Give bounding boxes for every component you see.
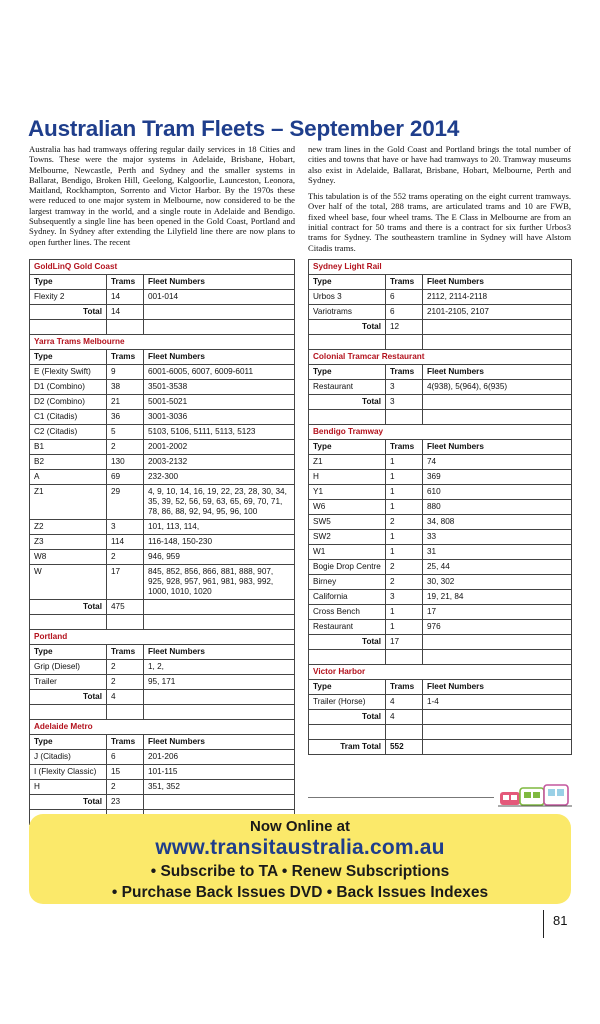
fleet-cell bbox=[144, 320, 294, 334]
type-cell: Total bbox=[30, 600, 107, 614]
fleet-cell bbox=[144, 795, 294, 809]
trams-cell: 2 bbox=[107, 675, 144, 689]
table-row bbox=[308, 485, 572, 500]
trams-cell bbox=[386, 650, 423, 664]
fleet-cell: Fleet Numbers bbox=[148, 737, 205, 746]
banner-url-link[interactable]: www.transitaustralia.com.au bbox=[155, 836, 445, 859]
type-cell: Urbos 3 bbox=[309, 290, 386, 304]
intro-paragraph: new tram lines in the Gold Coast and Portland brings the total number of cities and towns that have or have had tramways to 20. Tramway museums also exist in Adelaide, Ballarat, Brisbane, Hobart, Melbourne, Perth and Sydney. bbox=[308, 144, 571, 185]
table-row bbox=[308, 305, 572, 320]
type-cell: Total bbox=[309, 635, 386, 649]
trams-cell: 130 bbox=[107, 455, 144, 469]
trams-cell bbox=[107, 705, 144, 719]
fleet-cell: 3501-3538 bbox=[148, 382, 188, 391]
type-cell: Trailer bbox=[30, 675, 107, 689]
column-header-row bbox=[308, 365, 572, 380]
total-row bbox=[308, 395, 572, 410]
intro-text-left bbox=[29, 144, 295, 253]
table-row bbox=[29, 780, 295, 795]
table-row bbox=[29, 290, 295, 305]
table-row bbox=[29, 750, 295, 765]
fleet-cell: 19, 21, 84 bbox=[427, 592, 464, 601]
operator-name: Portland bbox=[34, 632, 68, 641]
fleet-cell: 946, 959 bbox=[148, 552, 180, 561]
fleet-cell: 33 bbox=[427, 532, 437, 541]
type-cell: W bbox=[30, 565, 107, 599]
type-cell: Type bbox=[309, 680, 386, 694]
spacer-row bbox=[29, 615, 295, 630]
fleet-cell: 2112, 2114-2118 bbox=[427, 292, 488, 301]
intro-paragraph: Australia has had tramways offering regular daily services in 18 Cities and Towns. These were the major systems in Adelaide, Brisbane, Hobart, Melbourne, Newcastle, Perth and Sydney and the smaller systems in Ballarat, Bendigo, Broken Hill, Geelong, Kalgoorlie, Launceston, Leonora, Maitland, Rockhampton, Sorrento and Victor Harbor. By the 1970s these were reduced to one major system in Melbourne, now considered to be the largest tramway in the world, and a single route in Adelaide and Bendigo. Subsequently a single line has been opened in the Gold Coast, Portland and Sydney. In Sydney after extending the Lilyfield line there are now plans to open further lines. The recent bbox=[29, 144, 295, 247]
table-row bbox=[29, 565, 295, 600]
type-cell: C2 (Citadis) bbox=[30, 425, 107, 439]
type-cell bbox=[30, 320, 107, 334]
table-row bbox=[308, 605, 572, 620]
fleet-cell: Fleet Numbers bbox=[427, 442, 484, 451]
type-cell: Type bbox=[30, 275, 107, 289]
fleet-cell bbox=[423, 635, 571, 649]
fleet-cell: 1, 2, bbox=[148, 662, 164, 671]
operator-name: Sydney Light Rail bbox=[313, 262, 382, 271]
trams-cell: 4 bbox=[107, 690, 144, 704]
table-row bbox=[308, 515, 572, 530]
divider-rule bbox=[308, 797, 494, 798]
table-row bbox=[308, 455, 572, 470]
type-cell: Variotrams bbox=[309, 305, 386, 319]
type-cell: Type bbox=[309, 365, 386, 379]
page-title: Australian Tram Fleets – September 2014 bbox=[28, 116, 460, 141]
trams-cell: 1 bbox=[386, 500, 423, 514]
type-cell: Z2 bbox=[30, 520, 107, 534]
type-cell: Total bbox=[30, 690, 107, 704]
total-row bbox=[29, 795, 295, 810]
fleet-tables-left bbox=[29, 259, 295, 825]
type-cell: Z3 bbox=[30, 535, 107, 549]
table-row bbox=[29, 455, 295, 470]
trams-cell: 1 bbox=[386, 620, 423, 634]
column-header-row bbox=[29, 350, 295, 365]
trams-cell: 21 bbox=[107, 395, 144, 409]
fleet-cell bbox=[144, 705, 294, 719]
type-cell: Total bbox=[30, 795, 107, 809]
type-cell: Restaurant bbox=[309, 380, 386, 394]
type-cell: Type bbox=[309, 440, 386, 454]
fleet-cell: 116-148, 150-230 bbox=[148, 537, 213, 546]
spacer-row bbox=[308, 725, 572, 740]
type-cell: Z1 bbox=[30, 485, 107, 519]
column-header-row bbox=[308, 440, 572, 455]
operator-name: Adelaide Metro bbox=[34, 722, 93, 731]
trams-cell bbox=[386, 335, 423, 349]
fleet-cell: 001-014 bbox=[148, 292, 179, 301]
fleet-cell: 201-206 bbox=[148, 752, 179, 761]
fleet-cell: 30, 302 bbox=[427, 577, 455, 586]
fleet-cell: 101, 113, 114, bbox=[148, 522, 200, 531]
trams-cell: 6 bbox=[386, 290, 423, 304]
type-cell: D1 (Combino) bbox=[30, 380, 107, 394]
spacer-row bbox=[308, 335, 572, 350]
trams-cell: 17 bbox=[107, 565, 144, 599]
type-cell: Y1 bbox=[309, 485, 386, 499]
table-row bbox=[29, 395, 295, 410]
type-cell: W8 bbox=[30, 550, 107, 564]
fleet-cell bbox=[423, 395, 571, 409]
table-row bbox=[29, 660, 295, 675]
trams-cell: Trams bbox=[386, 440, 423, 454]
operator-heading bbox=[308, 665, 572, 680]
fleet-cell: 5001-5021 bbox=[148, 397, 188, 406]
type-cell: W6 bbox=[309, 500, 386, 514]
operator-name: Colonial Tramcar Restaurant bbox=[313, 352, 425, 361]
fleet-cell bbox=[423, 650, 571, 664]
operator-heading bbox=[29, 335, 295, 350]
trams-cell: 2 bbox=[107, 440, 144, 454]
trams-cell: 1 bbox=[386, 545, 423, 559]
trams-cell: 3 bbox=[386, 590, 423, 604]
type-cell: Z1 bbox=[309, 455, 386, 469]
fleet-cell bbox=[423, 335, 571, 349]
trams-cell: 38 bbox=[107, 380, 144, 394]
total-row bbox=[29, 600, 295, 615]
table-row bbox=[29, 470, 295, 485]
column-header-row bbox=[29, 735, 295, 750]
trams-cell: 2 bbox=[386, 560, 423, 574]
total-row bbox=[308, 710, 572, 725]
total-row bbox=[29, 690, 295, 705]
operator-heading bbox=[308, 259, 572, 275]
trams-cell: 2 bbox=[107, 550, 144, 564]
trams-cell: 36 bbox=[107, 410, 144, 424]
type-cell: E (Flexity Swift) bbox=[30, 365, 107, 379]
fleet-cell: 17 bbox=[427, 607, 437, 616]
type-cell: California bbox=[309, 590, 386, 604]
type-cell: SW2 bbox=[309, 530, 386, 544]
table-row bbox=[29, 440, 295, 455]
fleet-cell: 2001-2002 bbox=[148, 442, 188, 451]
type-cell: W1 bbox=[309, 545, 386, 559]
subscription-banner bbox=[29, 814, 571, 904]
fleet-cell bbox=[423, 320, 571, 334]
spacer-row bbox=[308, 650, 572, 665]
total-row bbox=[308, 320, 572, 335]
trams-cell: 1 bbox=[386, 605, 423, 619]
type-cell: C1 (Citadis) bbox=[30, 410, 107, 424]
trams-cell: Trams bbox=[107, 645, 144, 659]
fleet-cell: 4, 9, 10, 14, 16, 19, 22, 23, 28, 30, 34, 35, 39, 52, 56, 59, 63, 65, 69, 70, 71, 78, 86, 88, 92, 94, 95, 96, 100 bbox=[148, 487, 287, 516]
type-cell: Trailer (Horse) bbox=[309, 695, 386, 709]
fleet-cell bbox=[423, 410, 571, 424]
type-cell: Bogie Drop Centre bbox=[309, 560, 386, 574]
table-row bbox=[308, 290, 572, 305]
trams-cell bbox=[107, 615, 144, 629]
type-cell: H bbox=[30, 780, 107, 794]
type-cell: J (Citadis) bbox=[30, 750, 107, 764]
type-cell: Total bbox=[309, 320, 386, 334]
fleet-cell: 5103, 5106, 5111, 5113, 5123 bbox=[148, 427, 256, 436]
table-row bbox=[29, 485, 295, 520]
trams-cell: 12 bbox=[386, 320, 423, 334]
table-row bbox=[308, 590, 572, 605]
fleet-cell: Fleet Numbers bbox=[427, 367, 484, 376]
page-number: 81 bbox=[553, 913, 568, 928]
fleet-cell: 31 bbox=[427, 547, 437, 556]
fleet-cell: Fleet Numbers bbox=[148, 647, 205, 656]
trams-cell: 14 bbox=[107, 290, 144, 304]
fleet-cell: 6001-6005, 6007, 6009-6011 bbox=[148, 367, 254, 376]
table-row bbox=[29, 365, 295, 380]
fleet-tables-right bbox=[308, 259, 572, 755]
table-row bbox=[29, 550, 295, 565]
trams-cell: 1 bbox=[386, 485, 423, 499]
fleet-cell: 25, 44 bbox=[427, 562, 450, 571]
type-cell: Flexity 2 bbox=[30, 290, 107, 304]
operator-heading bbox=[29, 259, 295, 275]
type-cell: Total bbox=[309, 395, 386, 409]
operator-heading bbox=[308, 425, 572, 440]
trams-cell: 2 bbox=[386, 515, 423, 529]
trams-cell: 3 bbox=[386, 380, 423, 394]
trams-cell: 4 bbox=[386, 695, 423, 709]
fleet-cell: Fleet Numbers bbox=[148, 277, 205, 286]
table-row bbox=[29, 380, 295, 395]
spacer-row bbox=[308, 410, 572, 425]
banner-subscribe-line: • Subscribe to TA • Renew Subscriptions bbox=[150, 863, 450, 880]
table-row bbox=[308, 545, 572, 560]
type-cell bbox=[309, 650, 386, 664]
fleet-cell: 4(938), 5(964), 6(935) bbox=[427, 382, 508, 391]
trams-cell: 9 bbox=[107, 365, 144, 379]
fleet-cell: 232-300 bbox=[148, 472, 179, 481]
table-row bbox=[29, 520, 295, 535]
fleet-cell: 34, 808 bbox=[427, 517, 455, 526]
type-cell: Total bbox=[309, 710, 386, 724]
operator-heading bbox=[29, 630, 295, 645]
fleet-cell: 74 bbox=[427, 457, 437, 466]
fleet-cell: 351, 352 bbox=[148, 782, 180, 791]
fleet-cell bbox=[423, 710, 571, 724]
table-row bbox=[29, 765, 295, 780]
trams-cell: 1 bbox=[386, 530, 423, 544]
trams-cell: Trams bbox=[386, 680, 423, 694]
table-row bbox=[308, 695, 572, 710]
table-row bbox=[29, 425, 295, 440]
trams-cell: 29 bbox=[107, 485, 144, 519]
fleet-cell bbox=[144, 615, 294, 629]
trams-cell: 3 bbox=[107, 520, 144, 534]
trams-cell bbox=[386, 725, 423, 739]
fleet-cell: 369 bbox=[427, 472, 441, 481]
table-row bbox=[308, 620, 572, 635]
operator-name: Bendigo Tramway bbox=[313, 427, 384, 436]
fleet-cell: 2003-2132 bbox=[148, 457, 188, 466]
fleet-cell: Fleet Numbers bbox=[427, 682, 484, 691]
banner-heading: Now Online at bbox=[249, 818, 350, 835]
trams-cell: 1 bbox=[386, 470, 423, 484]
trams-cell: 3 bbox=[386, 395, 423, 409]
type-cell bbox=[309, 335, 386, 349]
trams-cell: Trams bbox=[107, 275, 144, 289]
type-cell: Type bbox=[30, 735, 107, 749]
fleet-cell: Fleet Numbers bbox=[427, 277, 484, 286]
trams-cell: 475 bbox=[107, 600, 144, 614]
trams-cell: 69 bbox=[107, 470, 144, 484]
intro-text-right bbox=[308, 144, 571, 259]
table-row bbox=[308, 380, 572, 395]
table-row bbox=[308, 530, 572, 545]
trams-cell: 5 bbox=[107, 425, 144, 439]
table-row bbox=[308, 500, 572, 515]
type-cell bbox=[309, 725, 386, 739]
total-row bbox=[308, 635, 572, 650]
tram-illustration-icon bbox=[498, 782, 572, 810]
banner-back-issues-line: • Purchase Back Issues DVD • Back Issues Indexes bbox=[111, 884, 489, 901]
trams-cell: 14 bbox=[107, 305, 144, 319]
fleet-cell: Fleet Numbers bbox=[148, 352, 205, 361]
type-cell: A bbox=[30, 470, 107, 484]
trams-cell: Trams bbox=[107, 735, 144, 749]
type-cell: I (Flexity Classic) bbox=[30, 765, 107, 779]
type-cell: H bbox=[309, 470, 386, 484]
trams-cell: 1 bbox=[386, 455, 423, 469]
fleet-cell: 95, 171 bbox=[148, 677, 176, 686]
spacer-row bbox=[29, 705, 295, 720]
table-row bbox=[29, 410, 295, 425]
trams-cell: Trams bbox=[386, 275, 423, 289]
trams-cell: 114 bbox=[107, 535, 144, 549]
type-cell: Grip (Diesel) bbox=[30, 660, 107, 674]
type-cell: SW5 bbox=[309, 515, 386, 529]
fleet-cell: 1-4 bbox=[427, 697, 439, 706]
trams-cell: 2 bbox=[386, 575, 423, 589]
fleet-cell bbox=[144, 690, 294, 704]
trams-cell: 2 bbox=[107, 780, 144, 794]
trams-cell: 23 bbox=[107, 795, 144, 809]
trams-cell bbox=[107, 320, 144, 334]
type-cell: Tram Total bbox=[309, 740, 386, 754]
fleet-cell: 976 bbox=[427, 622, 441, 631]
column-header-row bbox=[308, 275, 572, 290]
trams-cell: 4 bbox=[386, 710, 423, 724]
type-cell: B2 bbox=[30, 455, 107, 469]
column-header-row bbox=[29, 645, 295, 660]
fleet-cell: 3001-3036 bbox=[148, 412, 188, 421]
type-cell: Type bbox=[30, 645, 107, 659]
table-row bbox=[29, 675, 295, 690]
trams-cell: 552 bbox=[386, 740, 423, 754]
trams-cell bbox=[386, 410, 423, 424]
trams-cell: 6 bbox=[386, 305, 423, 319]
fleet-cell bbox=[144, 600, 294, 614]
fleet-cell: 845, 852, 856, 866, 881, 888, 907, 925, 928, 957, 961, 981, 983, 992, 1000, 1010, 1020 bbox=[148, 567, 274, 596]
fleet-cell bbox=[423, 725, 571, 739]
type-cell: D2 (Combino) bbox=[30, 395, 107, 409]
table-row bbox=[308, 470, 572, 485]
operator-name: GoldLinQ Gold Coast bbox=[34, 262, 118, 271]
trams-cell: 15 bbox=[107, 765, 144, 779]
page-number-rule bbox=[543, 910, 544, 938]
trams-cell: 6 bbox=[107, 750, 144, 764]
type-cell: Birney bbox=[309, 575, 386, 589]
fleet-cell: 610 bbox=[427, 487, 441, 496]
type-cell: B1 bbox=[30, 440, 107, 454]
total-row bbox=[29, 305, 295, 320]
trams-cell: Trams bbox=[107, 350, 144, 364]
fleet-cell bbox=[423, 740, 571, 754]
operator-heading bbox=[29, 720, 295, 735]
table-row bbox=[29, 535, 295, 550]
fleet-cell: 2101-2105, 2107 bbox=[427, 307, 489, 316]
column-header-row bbox=[308, 680, 572, 695]
fleet-cell bbox=[144, 305, 294, 319]
spacer-row bbox=[29, 320, 295, 335]
fleet-cell: 101-115 bbox=[148, 767, 178, 776]
trams-cell: Trams bbox=[386, 365, 423, 379]
operator-name: Victor Harbor bbox=[313, 667, 366, 676]
fleet-cell: 880 bbox=[427, 502, 441, 511]
type-cell: Total bbox=[30, 305, 107, 319]
grand-total-row bbox=[308, 740, 572, 755]
type-cell: Restaurant bbox=[309, 620, 386, 634]
operator-name: Yarra Trams Melbourne bbox=[34, 337, 125, 346]
operator-heading bbox=[308, 350, 572, 365]
column-header-row bbox=[29, 275, 295, 290]
type-cell: Type bbox=[309, 275, 386, 289]
table-row bbox=[308, 560, 572, 575]
intro-paragraph: This tabulation is of the 552 trams operating on the eight current tramways. Over half of the total, 288 trams, are articulated trams and 10 are FWB, fixed wheel base, four wheel trams. The E Class in Melbourne are from an initial contract for 50 trams and there is a contract for six further Urbos3 trams for Sydney. The southeastern tramline in Sydney will have Alstom Citadis trams. bbox=[308, 191, 571, 253]
trams-cell: 17 bbox=[386, 635, 423, 649]
type-cell bbox=[30, 615, 107, 629]
type-cell bbox=[309, 410, 386, 424]
type-cell: Cross Bench bbox=[309, 605, 386, 619]
trams-cell: 2 bbox=[107, 660, 144, 674]
type-cell: Type bbox=[30, 350, 107, 364]
table-row bbox=[308, 575, 572, 590]
type-cell bbox=[30, 705, 107, 719]
